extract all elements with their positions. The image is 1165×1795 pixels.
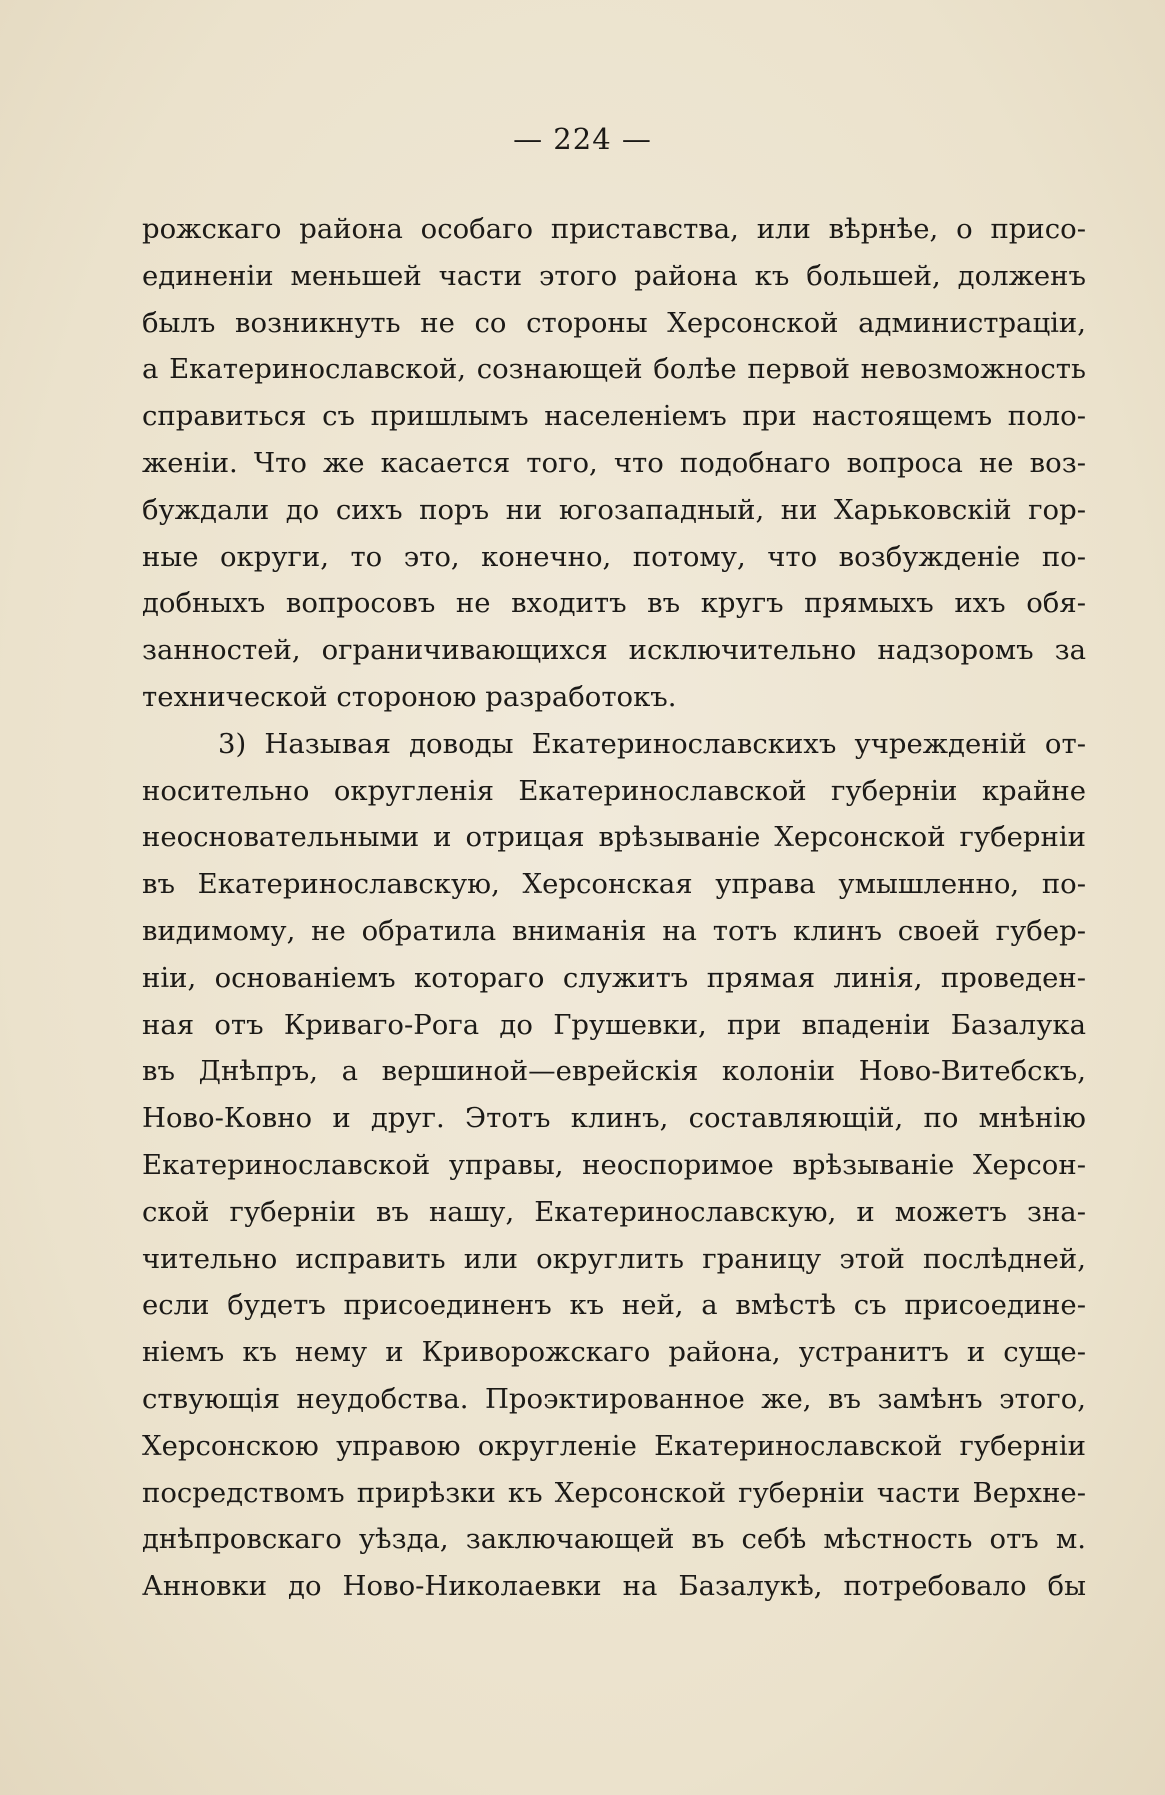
text-line: Ново-Ковно и друг. Этотъ клинъ, составляющій, по мнѣнію [142, 1102, 1086, 1135]
text-line: носительно округленія Екатеринославской губерніи крайне [142, 774, 1086, 807]
text-line: ная отъ Криваго-Рога до Грушевки, при впаденіи Базалука [142, 1008, 1086, 1041]
text-line: буждали до сихъ поръ ни югозападный, ни Харьковскій гор- [142, 493, 1086, 526]
page-number: — 224 — [513, 122, 652, 156]
text-line: рожскаго района особаго приставства, или вѣрнѣе, о присо- [142, 213, 1086, 245]
text-line: ные округи, то это, конечно, потому, что возбужденіе по- [142, 540, 1086, 573]
text-line: въ Екатеринославскую, Херсонская управа умышленно, по- [142, 868, 1086, 901]
text-line: видимому, не обратила вниманія на тотъ клинъ своей губер- [142, 914, 1086, 947]
text-line: Анновки до Ново-Николаевки на Базалукѣ, потребовало бы [142, 1570, 1086, 1603]
text-line: женіи. Что же касается того, что подобнаго вопроса не воз- [142, 446, 1086, 479]
text-line: если будетъ присоединенъ къ ней, а вмѣстѣ съ присоедине- [142, 1289, 1086, 1322]
body-text [142, 206, 1086, 1610]
text-line: Херсонскою управою округленіе Екатеринославской губерніи [142, 1429, 1086, 1462]
text-line: ніемъ къ нему и Криворожскаго района, устранитъ и суще- [142, 1336, 1086, 1369]
text-line: чительно исправить или округлить границу этой послѣдней, [142, 1242, 1086, 1275]
text-line: въ Днѣпръ, а вершиной—еврейскія колоніи Ново-Витебскъ, [142, 1055, 1086, 1088]
text-line: былъ возникнуть не со стороны Херсонской администраціи, [142, 306, 1086, 339]
text-line: ской губерніи въ нашу, Екатеринославскую, и можетъ зна- [142, 1195, 1086, 1228]
text-line: а Екатеринославской, сознающей болѣе первой невозможность [142, 353, 1086, 386]
text-line: 3) Называя доводы Екатеринославскихъ учрежденій от- [218, 727, 1086, 760]
text-line: занностей, ограничивающихся исключительно надзоромъ за [142, 634, 1086, 667]
text-line: неосновательными и отрицая врѣзываніе Херсонской губерніи [142, 821, 1086, 854]
text-line: добныхъ вопросовъ не входитъ въ кругъ прямыхъ ихъ обя- [142, 587, 1086, 620]
text-line: Екатеринославской управы, неоспоримое врѣзываніе Херсон- [142, 1148, 1086, 1181]
text-line: посредствомъ прирѣзки къ Херсонской губерніи части Верхне- [142, 1476, 1086, 1509]
text-line: справиться съ пришлымъ населеніемъ при настоящемъ поло- [142, 400, 1086, 433]
text-line: единеніи меньшей части этого района къ большей, долженъ [142, 259, 1086, 292]
text-line: ствующія неудобства. Проэктированное же, въ замѣнъ этого, [142, 1382, 1086, 1415]
text-line: ніи, основаніемъ котораго служитъ прямая линія, проведен- [142, 961, 1086, 994]
text-line: технической стороною разработокъ. [142, 680, 677, 713]
text-line: днѣпровскаго уѣзда, заключающей въ себѣ мѣстность отъ м. [142, 1523, 1086, 1556]
